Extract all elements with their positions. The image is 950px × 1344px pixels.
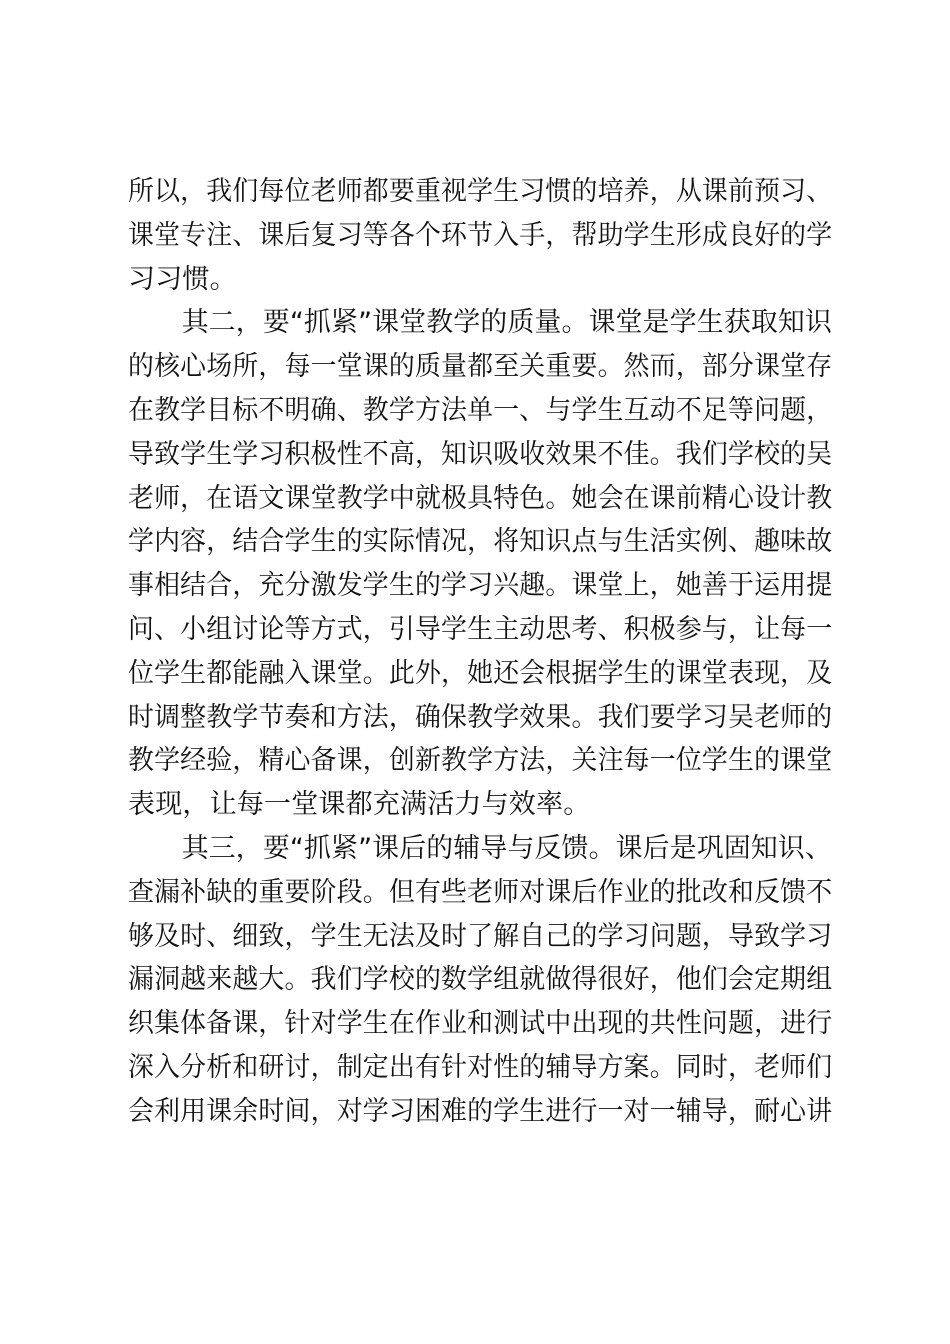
- text-line: 课堂专注、课后复习等各个环节入手，帮助学生形成良好的学: [128, 219, 833, 251]
- text-line: 织集体备课，针对学生在作业和测试中出现的共性问题，进行: [128, 1008, 833, 1040]
- text-line: 问、小组讨论等方式，引导学生主动思考、积极参与，让每一: [128, 613, 833, 645]
- text-line: 的核心场所，每一堂课的质量都至关重要。然而，部分课堂存: [128, 351, 833, 383]
- text-line: 深入分析和研讨，制定出有针对性的辅导方案。同时，老师们: [128, 1051, 833, 1083]
- text-line: 在教学目标不明确、教学方法单一、与学生互动不足等问题，: [128, 394, 833, 426]
- text-line: 够及时、细致，学生无法及时了解自己的学习问题，导致学习: [128, 920, 833, 952]
- text-line: 导致学生学习积极性不高，知识吸收效果不佳。我们学校的吴: [128, 438, 833, 470]
- text-line: 其三，要“抓紧”课后的辅导与反馈。课后是巩固知识、: [181, 832, 833, 864]
- text-line: 学内容，结合学生的实际情况，将知识点与生活实例、趣味故: [128, 526, 833, 558]
- text-line: 事相结合，充分激发学生的学习兴趣。课堂上，她善于运用提: [128, 570, 833, 602]
- text-line: 会利用课余时间，对学习困难的学生进行一对一辅导，耐心讲: [128, 1095, 833, 1127]
- body-text: [128, 170, 832, 1134]
- text-line: 所以，我们每位老师都要重视学生习惯的培养，从课前预习、: [128, 176, 833, 207]
- text-line: 表现，让每一堂课都充满活力与效率。: [128, 789, 591, 821]
- text-line: 教学经验，精心备课，创新教学方法，关注每一位学生的课堂: [128, 745, 833, 777]
- text-line: 位学生都能融入课堂。此外，她还会根据学生的课堂表现，及: [128, 657, 833, 689]
- text-line: 其二，要“抓紧”课堂教学的质量。课堂是学生获取知识: [181, 307, 833, 339]
- text-line: 时调整教学节奏和方法，确保教学效果。我们要学习吴老师的: [128, 701, 833, 733]
- text-line: 漏洞越来越大。我们学校的数学组就做得很好，他们会定期组: [128, 964, 833, 996]
- text-line: 习习惯。: [128, 263, 237, 295]
- text-line: 老师，在语文课堂教学中就极具特色。她会在课前精心设计教: [128, 482, 833, 514]
- text-line: 查漏补缺的重要阶段。但有些老师对课后作业的批改和反馈不: [128, 876, 833, 908]
